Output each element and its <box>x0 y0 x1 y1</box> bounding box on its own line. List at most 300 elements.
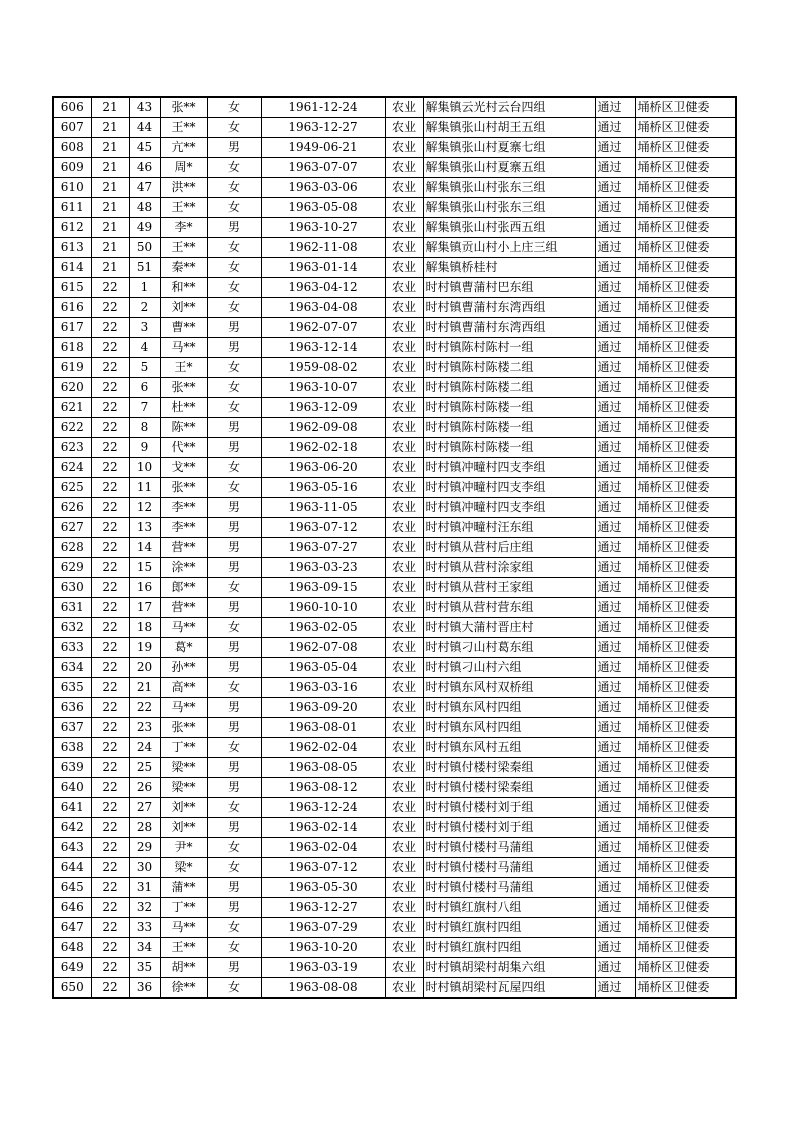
person-name-cell: 刘** <box>160 818 207 838</box>
in-group-number-cell: 29 <box>129 838 160 858</box>
review-result-cell: 通过 <box>595 238 635 258</box>
person-name-cell: 葛* <box>160 638 207 658</box>
table-row <box>53 698 736 718</box>
table-row <box>53 358 736 378</box>
group-number-cell: 22 <box>91 838 129 858</box>
serial-number-cell: 636 <box>53 698 91 718</box>
address-cell: 时村镇陈村陈楼一组 <box>423 418 595 438</box>
in-group-number-cell: 47 <box>129 178 160 198</box>
gender-cell: 男 <box>207 598 261 618</box>
group-number-cell: 22 <box>91 818 129 838</box>
gender-cell: 男 <box>207 718 261 738</box>
table-row <box>53 498 736 518</box>
occupation-cell: 农业 <box>385 198 423 218</box>
occupation-cell: 农业 <box>385 798 423 818</box>
person-name-cell: 张** <box>160 378 207 398</box>
occupation-cell: 农业 <box>385 158 423 178</box>
in-group-number-cell: 44 <box>129 118 160 138</box>
gender-cell: 女 <box>207 478 261 498</box>
address-cell: 解集镇云光村云台四组 <box>423 97 595 118</box>
gender-cell: 女 <box>207 258 261 278</box>
serial-number-cell: 606 <box>53 97 91 118</box>
in-group-number-cell: 50 <box>129 238 160 258</box>
in-group-number-cell: 8 <box>129 418 160 438</box>
person-name-cell: 洪** <box>160 178 207 198</box>
in-group-number-cell: 26 <box>129 778 160 798</box>
agency-cell: 埇桥区卫健委 <box>635 638 736 658</box>
agency-cell: 埇桥区卫健委 <box>635 138 736 158</box>
serial-number-cell: 634 <box>53 658 91 678</box>
serial-number-cell: 648 <box>53 938 91 958</box>
in-group-number-cell: 30 <box>129 858 160 878</box>
birth-date-cell: 1963-05-16 <box>261 478 385 498</box>
address-cell: 时村镇付楼村刘于组 <box>423 818 595 838</box>
review-result-cell: 通过 <box>595 138 635 158</box>
gender-cell: 女 <box>207 238 261 258</box>
review-result-cell: 通过 <box>595 598 635 618</box>
serial-number-cell: 640 <box>53 778 91 798</box>
occupation-cell: 农业 <box>385 598 423 618</box>
address-cell: 解集镇张山村胡王五组 <box>423 118 595 138</box>
agency-cell: 埇桥区卫健委 <box>635 238 736 258</box>
serial-number-cell: 623 <box>53 438 91 458</box>
review-result-cell: 通过 <box>595 538 635 558</box>
birth-date-cell: 1963-07-12 <box>261 858 385 878</box>
person-name-cell: 杜** <box>160 398 207 418</box>
address-cell: 解集镇张山村夏寨五组 <box>423 158 595 178</box>
address-cell: 时村镇付楼村马蒲组 <box>423 838 595 858</box>
table-row <box>53 258 736 278</box>
birth-date-cell: 1963-09-15 <box>261 578 385 598</box>
table-row <box>53 398 736 418</box>
agency-cell: 埇桥区卫健委 <box>635 858 736 878</box>
occupation-cell: 农业 <box>385 578 423 598</box>
in-group-number-cell: 22 <box>129 698 160 718</box>
review-result-cell: 通过 <box>595 618 635 638</box>
agency-cell: 埇桥区卫健委 <box>635 898 736 918</box>
in-group-number-cell: 24 <box>129 738 160 758</box>
serial-number-cell: 632 <box>53 618 91 638</box>
birth-date-cell: 1963-03-23 <box>261 558 385 578</box>
in-group-number-cell: 48 <box>129 198 160 218</box>
review-result-cell: 通过 <box>595 798 635 818</box>
gender-cell: 女 <box>207 118 261 138</box>
address-cell: 解集镇贡山村小上庄三组 <box>423 238 595 258</box>
serial-number-cell: 611 <box>53 198 91 218</box>
address-cell: 时村镇曹蒲村东湾西组 <box>423 298 595 318</box>
agency-cell: 埇桥区卫健委 <box>635 678 736 698</box>
table-row <box>53 378 736 398</box>
agency-cell: 埇桥区卫健委 <box>635 798 736 818</box>
serial-number-cell: 644 <box>53 858 91 878</box>
review-result-cell: 通过 <box>595 898 635 918</box>
agency-cell: 埇桥区卫健委 <box>635 718 736 738</box>
group-number-cell: 22 <box>91 858 129 878</box>
occupation-cell: 农业 <box>385 178 423 198</box>
agency-cell: 埇桥区卫健委 <box>635 458 736 478</box>
address-cell: 时村镇东风村五组 <box>423 738 595 758</box>
table-row <box>53 438 736 458</box>
person-name-cell: 周* <box>160 158 207 178</box>
occupation-cell: 农业 <box>385 658 423 678</box>
birth-date-cell: 1962-07-08 <box>261 638 385 658</box>
review-result-cell: 通过 <box>595 938 635 958</box>
serial-number-cell: 613 <box>53 238 91 258</box>
agency-cell: 埇桥区卫健委 <box>635 758 736 778</box>
table-row <box>53 538 736 558</box>
address-cell: 解集镇张山村张东三组 <box>423 198 595 218</box>
birth-date-cell: 1963-10-20 <box>261 938 385 958</box>
table-row <box>53 338 736 358</box>
occupation-cell: 农业 <box>385 538 423 558</box>
occupation-cell: 农业 <box>385 958 423 978</box>
agency-cell: 埇桥区卫健委 <box>635 598 736 618</box>
address-cell: 时村镇曹蒲村东湾西组 <box>423 318 595 338</box>
in-group-number-cell: 45 <box>129 138 160 158</box>
group-number-cell: 22 <box>91 758 129 778</box>
agency-cell: 埇桥区卫健委 <box>635 338 736 358</box>
birth-date-cell: 1962-02-18 <box>261 438 385 458</box>
person-name-cell: 营** <box>160 538 207 558</box>
in-group-number-cell: 36 <box>129 978 160 999</box>
table-row <box>53 138 736 158</box>
in-group-number-cell: 13 <box>129 518 160 538</box>
group-number-cell: 22 <box>91 378 129 398</box>
birth-date-cell: 1963-05-30 <box>261 878 385 898</box>
serial-number-cell: 615 <box>53 278 91 298</box>
agency-cell: 埇桥区卫健委 <box>635 178 736 198</box>
address-cell: 时村镇刁山村葛东组 <box>423 638 595 658</box>
agency-cell: 埇桥区卫健委 <box>635 158 736 178</box>
occupation-cell: 农业 <box>385 278 423 298</box>
review-result-cell: 通过 <box>595 778 635 798</box>
table-row <box>53 938 736 958</box>
table-row <box>53 618 736 638</box>
group-number-cell: 22 <box>91 498 129 518</box>
group-number-cell: 22 <box>91 418 129 438</box>
serial-number-cell: 628 <box>53 538 91 558</box>
group-number-cell: 22 <box>91 538 129 558</box>
agency-cell: 埇桥区卫健委 <box>635 418 736 438</box>
in-group-number-cell: 32 <box>129 898 160 918</box>
gender-cell: 女 <box>207 578 261 598</box>
serial-number-cell: 616 <box>53 298 91 318</box>
review-result-cell: 通过 <box>595 478 635 498</box>
gender-cell: 女 <box>207 738 261 758</box>
agency-cell: 埇桥区卫健委 <box>635 558 736 578</box>
table-row <box>53 458 736 478</box>
birth-date-cell: 1963-02-05 <box>261 618 385 638</box>
gender-cell: 男 <box>207 498 261 518</box>
occupation-cell: 农业 <box>385 97 423 118</box>
birth-date-cell: 1963-07-27 <box>261 538 385 558</box>
group-number-cell: 22 <box>91 798 129 818</box>
person-name-cell: 王** <box>160 198 207 218</box>
address-cell: 时村镇从营村涂家组 <box>423 558 595 578</box>
table-row <box>53 418 736 438</box>
serial-number-cell: 624 <box>53 458 91 478</box>
group-number-cell: 22 <box>91 598 129 618</box>
birth-date-cell: 1963-10-27 <box>261 218 385 238</box>
gender-cell: 男 <box>207 538 261 558</box>
table-row <box>53 118 736 138</box>
group-number-cell: 22 <box>91 698 129 718</box>
address-cell: 时村镇冲疃村四支李组 <box>423 458 595 478</box>
in-group-number-cell: 34 <box>129 938 160 958</box>
in-group-number-cell: 17 <box>129 598 160 618</box>
person-name-cell: 蒲** <box>160 878 207 898</box>
person-name-cell: 马** <box>160 618 207 638</box>
birth-date-cell: 1963-12-24 <box>261 798 385 818</box>
occupation-cell: 农业 <box>385 758 423 778</box>
agency-cell: 埇桥区卫健委 <box>635 398 736 418</box>
review-result-cell: 通过 <box>595 378 635 398</box>
address-cell: 时村镇陈村陈楼一组 <box>423 438 595 458</box>
occupation-cell: 农业 <box>385 238 423 258</box>
gender-cell: 男 <box>207 958 261 978</box>
review-result-cell: 通过 <box>595 698 635 718</box>
person-name-cell: 徐** <box>160 978 207 999</box>
gender-cell: 女 <box>207 978 261 999</box>
table-row <box>53 978 736 999</box>
agency-cell: 埇桥区卫健委 <box>635 578 736 598</box>
in-group-number-cell: 14 <box>129 538 160 558</box>
review-result-cell: 通过 <box>595 558 635 578</box>
serial-number-cell: 646 <box>53 898 91 918</box>
gender-cell: 男 <box>207 138 261 158</box>
agency-cell: 埇桥区卫健委 <box>635 698 736 718</box>
birth-date-cell: 1963-03-16 <box>261 678 385 698</box>
serial-number-cell: 612 <box>53 218 91 238</box>
agency-cell: 埇桥区卫健委 <box>635 278 736 298</box>
occupation-cell: 农业 <box>385 378 423 398</box>
review-result-cell: 通过 <box>595 358 635 378</box>
occupation-cell: 农业 <box>385 458 423 478</box>
person-name-cell: 曹** <box>160 318 207 338</box>
group-number-cell: 22 <box>91 458 129 478</box>
review-result-cell: 通过 <box>595 258 635 278</box>
review-result-cell: 通过 <box>595 578 635 598</box>
in-group-number-cell: 28 <box>129 818 160 838</box>
gender-cell: 男 <box>207 418 261 438</box>
birth-date-cell: 1963-10-07 <box>261 378 385 398</box>
in-group-number-cell: 7 <box>129 398 160 418</box>
group-number-cell: 22 <box>91 438 129 458</box>
birth-date-cell: 1963-04-12 <box>261 278 385 298</box>
group-number-cell: 22 <box>91 318 129 338</box>
occupation-cell: 农业 <box>385 838 423 858</box>
agency-cell: 埇桥区卫健委 <box>635 938 736 958</box>
serial-number-cell: 629 <box>53 558 91 578</box>
agency-cell: 埇桥区卫健委 <box>635 378 736 398</box>
group-number-cell: 22 <box>91 398 129 418</box>
address-cell: 时村镇陈村陈楼二组 <box>423 378 595 398</box>
gender-cell: 女 <box>207 678 261 698</box>
occupation-cell: 农业 <box>385 398 423 418</box>
address-cell: 时村镇胡梁村胡集六组 <box>423 958 595 978</box>
table-row <box>53 198 736 218</box>
group-number-cell: 22 <box>91 938 129 958</box>
in-group-number-cell: 35 <box>129 958 160 978</box>
gender-cell: 男 <box>207 558 261 578</box>
gender-cell: 男 <box>207 438 261 458</box>
group-number-cell: 21 <box>91 258 129 278</box>
birth-date-cell: 1963-03-06 <box>261 178 385 198</box>
birth-date-cell: 1963-02-04 <box>261 838 385 858</box>
gender-cell: 女 <box>207 198 261 218</box>
birth-date-cell: 1962-11-08 <box>261 238 385 258</box>
person-name-cell: 胡** <box>160 958 207 978</box>
in-group-number-cell: 27 <box>129 798 160 818</box>
address-cell: 时村镇东风村四组 <box>423 718 595 738</box>
table-row <box>53 878 736 898</box>
in-group-number-cell: 20 <box>129 658 160 678</box>
review-result-cell: 通过 <box>595 738 635 758</box>
table-row <box>53 298 736 318</box>
address-cell: 时村镇东风村四组 <box>423 698 595 718</box>
table-row <box>53 638 736 658</box>
gender-cell: 女 <box>207 378 261 398</box>
person-name-cell: 梁** <box>160 758 207 778</box>
table-row <box>53 958 736 978</box>
agency-cell: 埇桥区卫健委 <box>635 658 736 678</box>
person-name-cell: 刘** <box>160 298 207 318</box>
review-result-cell: 通过 <box>595 658 635 678</box>
table-row <box>53 278 736 298</box>
gender-cell: 女 <box>207 178 261 198</box>
person-name-cell: 李** <box>160 518 207 538</box>
person-name-cell: 王** <box>160 118 207 138</box>
gender-cell: 女 <box>207 398 261 418</box>
occupation-cell: 农业 <box>385 778 423 798</box>
person-name-cell: 郎** <box>160 578 207 598</box>
birth-date-cell: 1963-04-08 <box>261 298 385 318</box>
group-number-cell: 21 <box>91 218 129 238</box>
group-number-cell: 22 <box>91 278 129 298</box>
gender-cell: 女 <box>207 938 261 958</box>
gender-cell: 男 <box>207 878 261 898</box>
in-group-number-cell: 15 <box>129 558 160 578</box>
in-group-number-cell: 33 <box>129 918 160 938</box>
birth-date-cell: 1963-03-19 <box>261 958 385 978</box>
in-group-number-cell: 6 <box>129 378 160 398</box>
gender-cell: 女 <box>207 298 261 318</box>
in-group-number-cell: 23 <box>129 718 160 738</box>
in-group-number-cell: 11 <box>129 478 160 498</box>
occupation-cell: 农业 <box>385 898 423 918</box>
in-group-number-cell: 46 <box>129 158 160 178</box>
person-name-cell: 张** <box>160 97 207 118</box>
serial-number-cell: 641 <box>53 798 91 818</box>
address-cell: 时村镇陈村陈村一组 <box>423 338 595 358</box>
gender-cell: 女 <box>207 97 261 118</box>
serial-number-cell: 618 <box>53 338 91 358</box>
occupation-cell: 农业 <box>385 818 423 838</box>
serial-number-cell: 635 <box>53 678 91 698</box>
roster-table <box>52 96 737 999</box>
address-cell: 时村镇付楼村马蒲组 <box>423 858 595 878</box>
person-name-cell: 代** <box>160 438 207 458</box>
birth-date-cell: 1963-11-05 <box>261 498 385 518</box>
agency-cell: 埇桥区卫健委 <box>635 538 736 558</box>
serial-number-cell: 621 <box>53 398 91 418</box>
group-number-cell: 22 <box>91 718 129 738</box>
address-cell: 时村镇从营村王家组 <box>423 578 595 598</box>
birth-date-cell: 1963-12-27 <box>261 118 385 138</box>
gender-cell: 男 <box>207 218 261 238</box>
occupation-cell: 农业 <box>385 218 423 238</box>
gender-cell: 女 <box>207 458 261 478</box>
group-number-cell: 21 <box>91 158 129 178</box>
person-name-cell: 陈** <box>160 418 207 438</box>
in-group-number-cell: 3 <box>129 318 160 338</box>
person-name-cell: 马** <box>160 918 207 938</box>
occupation-cell: 农业 <box>385 358 423 378</box>
address-cell: 时村镇付楼村梁秦组 <box>423 778 595 798</box>
agency-cell: 埇桥区卫健委 <box>635 838 736 858</box>
occupation-cell: 农业 <box>385 978 423 999</box>
group-number-cell: 22 <box>91 918 129 938</box>
address-cell: 时村镇付楼村梁秦组 <box>423 758 595 778</box>
address-cell: 时村镇东风村双桥组 <box>423 678 595 698</box>
agency-cell: 埇桥区卫健委 <box>635 218 736 238</box>
review-result-cell: 通过 <box>595 838 635 858</box>
review-result-cell: 通过 <box>595 158 635 178</box>
review-result-cell: 通过 <box>595 97 635 118</box>
agency-cell: 埇桥区卫健委 <box>635 118 736 138</box>
gender-cell: 男 <box>207 698 261 718</box>
group-number-cell: 22 <box>91 978 129 999</box>
review-result-cell: 通过 <box>595 878 635 898</box>
group-number-cell: 21 <box>91 138 129 158</box>
review-result-cell: 通过 <box>595 298 635 318</box>
group-number-cell: 21 <box>91 198 129 218</box>
group-number-cell: 22 <box>91 558 129 578</box>
person-name-cell: 和** <box>160 278 207 298</box>
gender-cell: 男 <box>207 898 261 918</box>
serial-number-cell: 642 <box>53 818 91 838</box>
person-name-cell: 王* <box>160 358 207 378</box>
gender-cell: 男 <box>207 338 261 358</box>
person-name-cell: 马** <box>160 698 207 718</box>
review-result-cell: 通过 <box>595 118 635 138</box>
agency-cell: 埇桥区卫健委 <box>635 618 736 638</box>
agency-cell: 埇桥区卫健委 <box>635 818 736 838</box>
agency-cell: 埇桥区卫健委 <box>635 298 736 318</box>
group-number-cell: 22 <box>91 678 129 698</box>
birth-date-cell: 1963-12-14 <box>261 338 385 358</box>
address-cell: 时村镇陈村陈楼一组 <box>423 398 595 418</box>
serial-number-cell: 614 <box>53 258 91 278</box>
agency-cell: 埇桥区卫健委 <box>635 438 736 458</box>
in-group-number-cell: 4 <box>129 338 160 358</box>
review-result-cell: 通过 <box>595 198 635 218</box>
serial-number-cell: 619 <box>53 358 91 378</box>
table-row <box>53 558 736 578</box>
agency-cell: 埇桥区卫健委 <box>635 918 736 938</box>
table-row <box>53 97 736 118</box>
group-number-cell: 22 <box>91 618 129 638</box>
agency-cell: 埇桥区卫健委 <box>635 878 736 898</box>
person-name-cell: 丁** <box>160 738 207 758</box>
gender-cell: 女 <box>207 278 261 298</box>
table-row <box>53 238 736 258</box>
birth-date-cell: 1959-08-02 <box>261 358 385 378</box>
agency-cell: 埇桥区卫健委 <box>635 478 736 498</box>
birth-date-cell: 1960-10-10 <box>261 598 385 618</box>
gender-cell: 女 <box>207 858 261 878</box>
occupation-cell: 农业 <box>385 678 423 698</box>
